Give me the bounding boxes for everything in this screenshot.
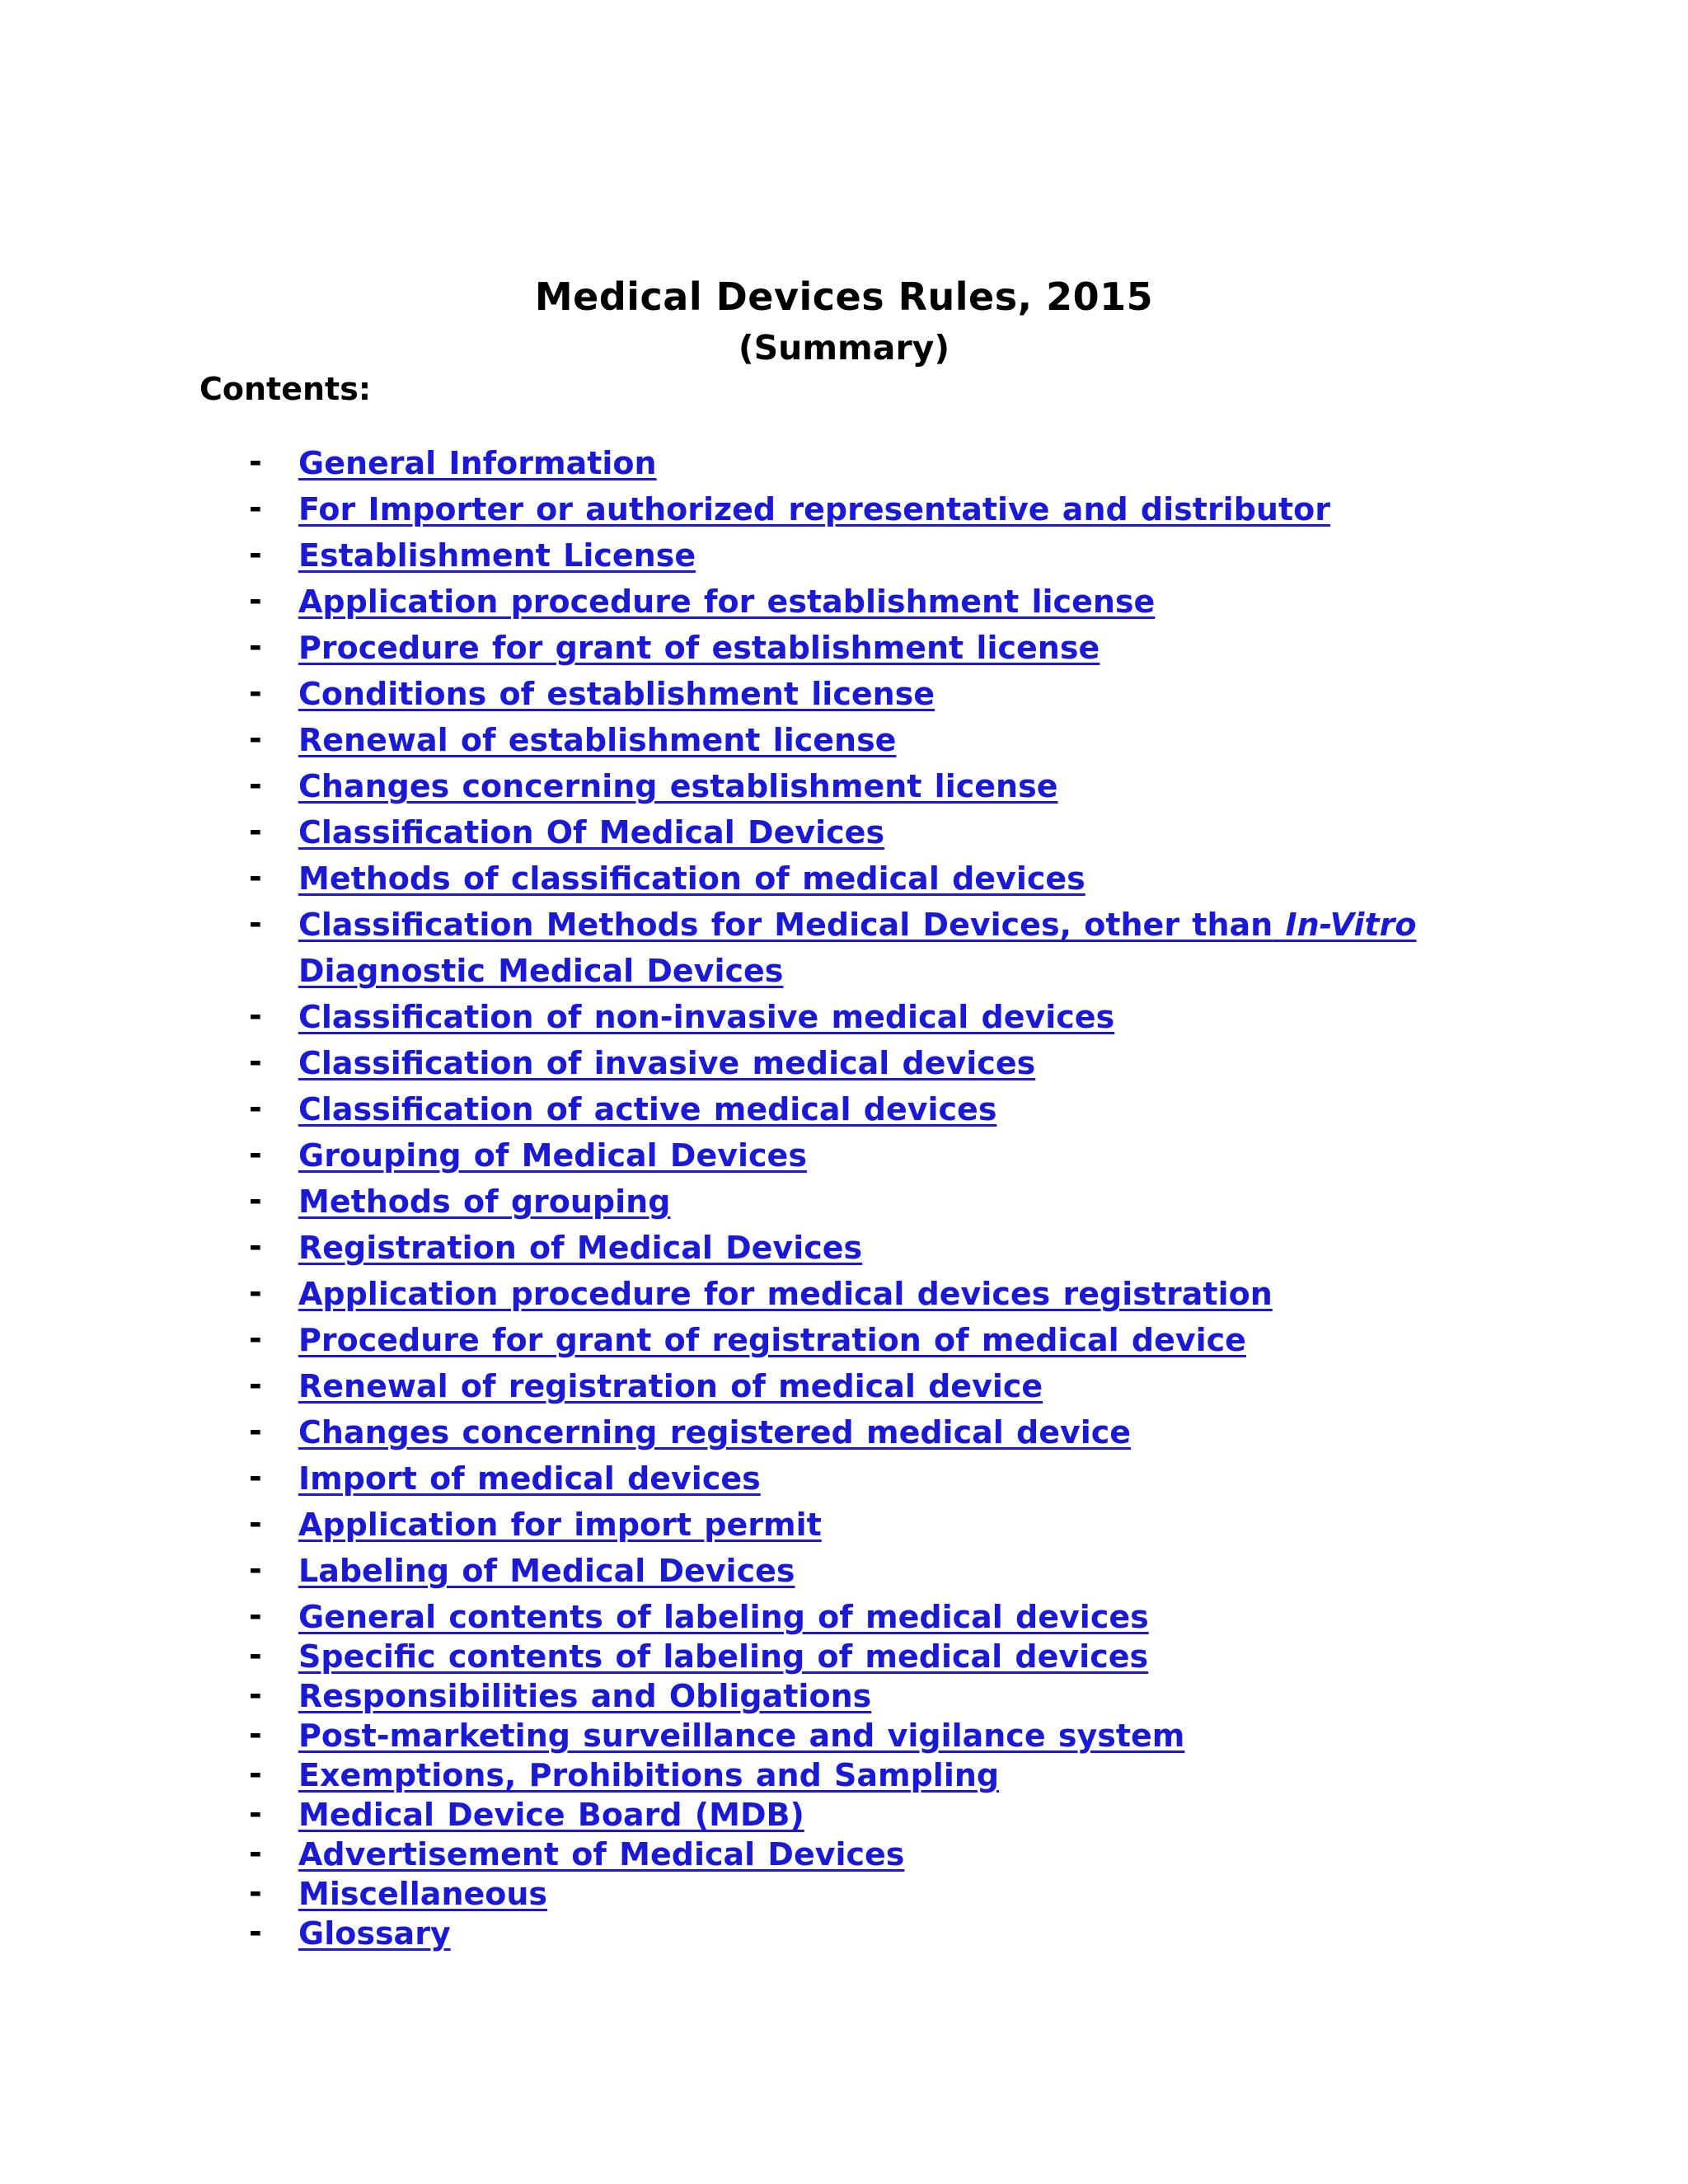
toc-link-procedure-grant-registration[interactable]: Procedure for grant of registration of medical device: [298, 1322, 1246, 1358]
toc-item: [0, 1910, 1688, 1953]
toc-link-classification-non-invasive[interactable]: Classification of non-invasive medical devices: [298, 999, 1115, 1035]
toc-link-board[interactable]: Medical Device Board (MDB): [298, 1797, 804, 1833]
toc-bullet: -: [249, 1043, 262, 1080]
toc-link-classification-active[interactable]: Classification of active medical devices: [298, 1091, 997, 1127]
toc-bullet: -: [249, 1637, 262, 1673]
toc-bullet: -: [249, 1551, 262, 1587]
toc-link-advertisement[interactable]: Advertisement of Medical Devices: [298, 1836, 905, 1872]
toc-bullet: -: [249, 443, 262, 480]
toc-item: [0, 1086, 1688, 1129]
toc-bullet: -: [249, 1795, 262, 1831]
toc-item: [0, 902, 1688, 989]
toc-item: [0, 1633, 1688, 1676]
toc-bullet: -: [249, 813, 262, 849]
toc-link-grouping[interactable]: Grouping of Medical Devices: [298, 1137, 807, 1174]
toc-item: [0, 1713, 1688, 1755]
toc-item: [0, 486, 1688, 529]
toc-link-italic-text: In-Vitro: [1285, 907, 1417, 943]
toc-item: [0, 809, 1688, 852]
toc-link-post-marketing[interactable]: Post-marketing surveillance and vigilance system: [298, 1718, 1185, 1754]
toc-link-general-contents-labeling[interactable]: General contents of labeling of medical devices: [298, 1599, 1149, 1635]
toc-link-classification-methods-non-ivd[interactable]: [298, 902, 1502, 994]
toc-item: [0, 1225, 1688, 1268]
toc-item: [0, 1673, 1688, 1716]
toc-bullet: -: [249, 859, 262, 895]
toc-item: [0, 1871, 1688, 1914]
toc-item: [0, 440, 1688, 483]
toc-item: [0, 1548, 1688, 1591]
toc-item: [0, 1594, 1688, 1637]
toc-item: [0, 1792, 1688, 1835]
toc-item: [0, 579, 1688, 621]
toc-item: [0, 1752, 1688, 1795]
toc-link-specific-contents-labeling[interactable]: Specific contents of labeling of medical devices: [298, 1638, 1149, 1675]
toc-bullet: -: [249, 1090, 262, 1126]
toc-bullet: -: [249, 490, 262, 526]
toc-link-renewal-establishment[interactable]: Renewal of establishment license: [298, 722, 897, 758]
toc-link-registration[interactable]: Registration of Medical Devices: [298, 1230, 863, 1266]
toc-item: [0, 763, 1688, 806]
document-subtitle: (Summary): [738, 328, 950, 368]
document-title: Medical Devices Rules, 2015: [534, 274, 1154, 319]
toc-link-text: Classification Methods for Medical Devices, other than: [298, 907, 1273, 943]
toc-bullet: -: [249, 720, 262, 757]
toc-item: [0, 1040, 1688, 1083]
toc-bullet: -: [249, 1274, 262, 1310]
toc-link-general-information[interactable]: General Information: [298, 445, 657, 481]
toc-item: [0, 625, 1688, 668]
toc-bullet: -: [249, 1459, 262, 1495]
toc-item: [0, 1409, 1688, 1452]
toc-link-application-registration[interactable]: Application procedure for medical devices registration: [298, 1276, 1273, 1312]
toc-link-continuation-text: Diagnostic Medical Devices: [298, 953, 784, 989]
toc-bullet: -: [249, 1136, 262, 1172]
toc-bullet: -: [249, 1182, 262, 1218]
toc-bullet: -: [249, 1366, 262, 1403]
toc-bullet: -: [249, 1874, 262, 1910]
toc-link-labeling[interactable]: Labeling of Medical Devices: [298, 1553, 795, 1589]
toc-bullet: -: [249, 674, 262, 710]
toc-item: [0, 855, 1688, 898]
toc-link-miscellaneous[interactable]: Miscellaneous: [298, 1876, 548, 1912]
toc-link-classification-invasive[interactable]: Classification of invasive medical devices: [298, 1045, 1036, 1081]
toc-bullet: -: [249, 1320, 262, 1357]
toc-item: [0, 1179, 1688, 1221]
toc-bullet: -: [249, 1413, 262, 1449]
toc-item: [0, 717, 1688, 760]
toc-bullet: -: [249, 766, 262, 803]
toc-bullet: -: [249, 1755, 262, 1792]
toc-bullet: -: [249, 536, 262, 572]
toc-link-procedure-grant-establishment[interactable]: Procedure for grant of establishment license: [298, 630, 1100, 666]
toc-link-methods-classification[interactable]: Methods of classification of medical devices: [298, 860, 1085, 897]
toc-item: [0, 1363, 1688, 1406]
toc-item: [0, 671, 1688, 714]
toc-link-application-import-permit[interactable]: Application for import permit: [298, 1507, 822, 1543]
toc-bullet: -: [249, 1676, 262, 1713]
toc-link-renewal-registration[interactable]: Renewal of registration of medical device: [298, 1368, 1043, 1404]
toc-item: [0, 994, 1688, 1037]
toc-link-changes-registered[interactable]: Changes concerning registered medical device: [298, 1414, 1132, 1451]
toc-item: [0, 532, 1688, 575]
toc-bullet: -: [249, 997, 262, 1033]
toc-link-changes-establishment[interactable]: Changes concerning establishment license: [298, 768, 1058, 804]
toc-link-establishment-license[interactable]: Establishment License: [298, 537, 696, 574]
toc-link-responsibilities[interactable]: Responsibilities and Obligations: [298, 1678, 872, 1714]
toc-bullet: -: [249, 1228, 262, 1264]
toc-item: [0, 1317, 1688, 1360]
toc-link-importer[interactable]: For Importer or authorized representative and distributor: [298, 491, 1330, 527]
toc-item: [0, 1455, 1688, 1498]
toc-link-application-procedure-establishment[interactable]: Application procedure for establishment license: [298, 583, 1156, 620]
toc-item: [0, 1271, 1688, 1314]
toc-link-classification-medical-devices[interactable]: Classification Of Medical Devices: [298, 814, 885, 851]
toc-link-methods-grouping[interactable]: Methods of grouping: [298, 1183, 671, 1220]
toc-bullet: -: [249, 905, 262, 941]
toc-bullet: -: [249, 1597, 262, 1633]
toc-link-conditions-establishment[interactable]: Conditions of establishment license: [298, 676, 935, 712]
toc-link-exemptions[interactable]: Exemptions, Prohibitions and Sampling: [298, 1757, 1000, 1793]
toc-bullet: -: [249, 628, 262, 664]
toc-item: [0, 1132, 1688, 1175]
toc-link-glossary[interactable]: Glossary: [298, 1915, 451, 1952]
toc-item: [0, 1831, 1688, 1874]
toc-bullet: -: [249, 1914, 262, 1950]
toc-link-import[interactable]: Import of medical devices: [298, 1460, 761, 1497]
toc-bullet: -: [249, 1716, 262, 1752]
toc-item: [0, 1502, 1688, 1544]
toc-bullet: -: [249, 582, 262, 618]
contents-heading: Contents:: [199, 371, 372, 407]
toc-bullet: -: [249, 1505, 262, 1541]
toc-bullet: -: [249, 1835, 262, 1871]
